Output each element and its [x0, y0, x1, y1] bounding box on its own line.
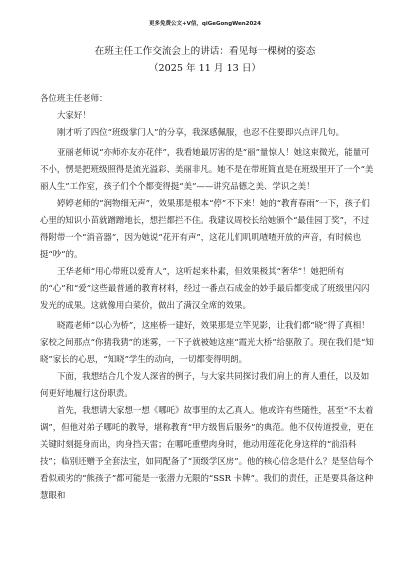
salutation: 各位班主任老师： — [40, 93, 108, 103]
document-body — [40, 90, 375, 504]
document-date: （2025 年 11 月 13 日） — [148, 63, 262, 74]
paragraph: 晓霞老师“以心为桥”，这座桥一建好，效果那是立竿见影，让我们都“晓”得了真相！家校之间那点“你猜我猜”的迷雾，一下子就被她这座“霞光大桥”给驱散了。现在我们是“知晓”家长的心思，“知晓”学生的动向，一切都变得明朗。 — [40, 320, 374, 364]
paragraph: 亚丽老师说“亦师亦友亦花伴”，我看她最厉害的是“丽”量惊人！她这束微光，能量可不小，愣是把班级照得是流光溢彩、美丽非凡。她不是在带班简直是在班级里开了一个“美丽人生”工作室，孩子们个个都变得挺“美”——讲究品德之美、学识之美！ — [40, 147, 374, 191]
paragraph: 刚才听了四位“班级掌门人”的分享，我深感佩服，也忍不住要即兴点评几句。 — [57, 127, 345, 137]
paragraph: 首先，我想请大家想一想《哪吒》故事里的太乙真人。他或许有些随性，甚至“不太着调”，但他对弟子哪吒的教导，堪称教育“甲方级售后服务”的典范。他不仅传道授业，更在关键时刻挺身而出，肉身挡天雷；在哪吒重塑肉身时，他动用莲花化身这样的“前沿科技”；临别还赠予全套法宝，如同配备了“顶级学区房”。他的核心信念是什么？是坚信每个看似顽劣的“熊孩子”都可能是一张潜力无限的“SSR 卡牌”。我们的责任，正是要具备这种慧眼和 — [40, 405, 374, 500]
paragraph: 王华老师“用心带班以爱育人”，这听起来朴素，但效果极其“奢华”！她把所有的“心”和“爱”这些最普通的教育材料，经过一番点石成金的妙手最后都变成了班级里闪闪发光的成果。这就像用白菜价，做出了满汉全席的效果。 — [40, 266, 370, 310]
paragraph: 婷婷老师的“润物细无声”，效果那是根本“停”不下来！她的“教育春雨”一下，孩子们心里的知识小苗就蹭蹭地长，想拦都拦不住。我建议周校长给她颁个“最佳园丁奖”，不过得附带一个“消音器”，因为她说“花开有声”，这花儿们叽叽喳喳开放的声音，有时候也挺“吵”的。 — [40, 198, 370, 259]
document-title: 在班主任工作交流会上的讲话：看见每一棵树的姿态 — [94, 46, 316, 57]
paragraph: 大家好！ — [57, 110, 91, 120]
header-note: 更多免费公文+V信，qiGeGongWen2024 — [149, 21, 261, 27]
paragraph: 下面，我想结合几个发人深省的例子，与大家共同探讨我们肩上的育人重任，以及如何更好地履行这份职责。 — [40, 371, 370, 398]
